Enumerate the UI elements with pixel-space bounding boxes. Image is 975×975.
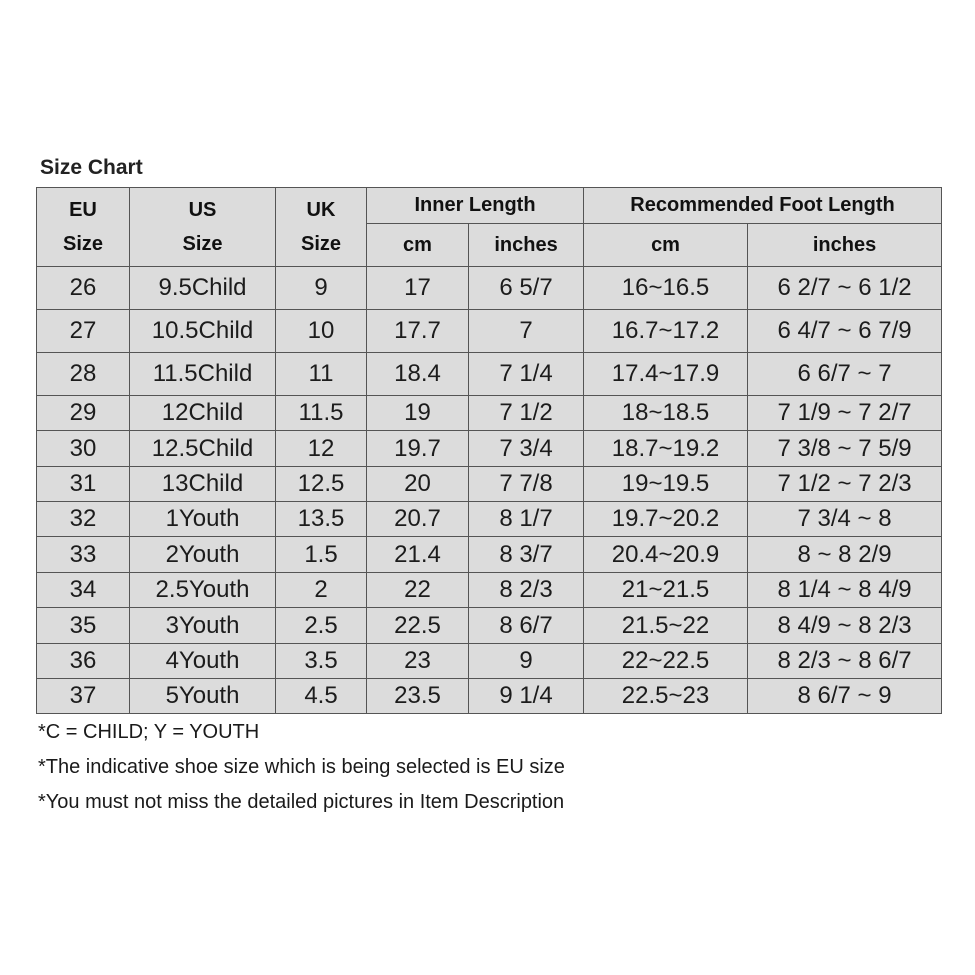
table-row xyxy=(37,608,942,644)
eu-size-cell: 37 xyxy=(37,679,130,714)
header-uk-line2: Size xyxy=(300,233,342,255)
inner-inches-cell: 9 xyxy=(469,644,584,679)
table-row xyxy=(37,679,942,714)
uk-size-cell: 12.5 xyxy=(276,467,367,502)
table-row xyxy=(37,502,942,537)
eu-size-cell: 28 xyxy=(37,353,130,396)
inner-inches-cell: 7 3/4 xyxy=(469,431,584,467)
foot-inches-cell: 7 1/9 ~ 7 2/7 xyxy=(748,396,942,431)
eu-size-cell: 31 xyxy=(37,467,130,502)
foot-cm-cell: 20.4~20.9 xyxy=(584,537,748,573)
foot-inches-cell: 7 1/2 ~ 7 2/3 xyxy=(748,467,942,502)
inner-cm-cell: 17 xyxy=(367,267,469,310)
eu-size-cell: 26 xyxy=(37,267,130,310)
table-row xyxy=(37,431,942,467)
uk-size-cell: 12 xyxy=(276,431,367,467)
uk-size-cell: 13.5 xyxy=(276,502,367,537)
foot-cm-cell: 22~22.5 xyxy=(584,644,748,679)
header-eu xyxy=(37,188,130,267)
header-row-1 xyxy=(37,188,942,224)
inner-cm-cell: 21.4 xyxy=(367,537,469,573)
eu-size-cell: 34 xyxy=(37,573,130,608)
header-eu-line2: Size xyxy=(62,233,104,255)
inner-cm-cell: 23.5 xyxy=(367,679,469,714)
inner-cm-cell: 19 xyxy=(367,396,469,431)
size-table xyxy=(36,187,942,714)
inner-cm-cell: 22 xyxy=(367,573,469,608)
foot-inches-cell: 8 4/9 ~ 8 2/3 xyxy=(748,608,942,644)
us-size-cell: 13Child xyxy=(130,467,276,502)
us-size-cell: 10.5Child xyxy=(130,310,276,353)
table-body xyxy=(37,267,942,714)
uk-size-cell: 11.5 xyxy=(276,396,367,431)
table-row xyxy=(37,467,942,502)
foot-inches-cell: 6 2/7 ~ 6 1/2 xyxy=(748,267,942,310)
uk-size-cell: 10 xyxy=(276,310,367,353)
inner-cm-cell: 22.5 xyxy=(367,608,469,644)
header-us xyxy=(130,188,276,267)
foot-cm-cell: 19.7~20.2 xyxy=(584,502,748,537)
inner-inches-cell: 8 3/7 xyxy=(469,537,584,573)
eu-size-cell: 35 xyxy=(37,608,130,644)
inner-inches-cell: 7 7/8 xyxy=(469,467,584,502)
header-us-line2: Size xyxy=(182,233,223,255)
eu-size-cell: 33 xyxy=(37,537,130,573)
header-eu-line1: EU xyxy=(69,199,97,221)
uk-size-cell: 9 xyxy=(276,267,367,310)
inner-inches-cell: 8 6/7 xyxy=(469,608,584,644)
uk-size-cell: 1.5 xyxy=(276,537,367,573)
us-size-cell: 4Youth xyxy=(130,644,276,679)
header-uk xyxy=(276,188,367,267)
inner-inches-cell: 9 1/4 xyxy=(469,679,584,714)
header-inner-cm: cm xyxy=(367,224,469,267)
foot-inches-cell: 7 3/4 ~ 8 xyxy=(748,502,942,537)
eu-size-cell: 27 xyxy=(37,310,130,353)
header-inner-inches: inches xyxy=(469,224,584,267)
header-uk-line1: UK xyxy=(306,199,336,221)
header-foot-cm: cm xyxy=(584,224,748,267)
header-inner-length: Inner Length xyxy=(367,188,584,224)
foot-inches-cell: 8 6/7 ~ 9 xyxy=(748,679,942,714)
note-eu-size: *The indicative shoe size which is being selected is EU size xyxy=(38,756,565,778)
inner-cm-cell: 23 xyxy=(367,644,469,679)
foot-cm-cell: 18~18.5 xyxy=(584,396,748,431)
inner-inches-cell: 7 1/4 xyxy=(469,353,584,396)
foot-inches-cell: 8 2/3 ~ 8 6/7 xyxy=(748,644,942,679)
foot-inches-cell: 7 3/8 ~ 7 5/9 xyxy=(748,431,942,467)
notes xyxy=(38,718,565,823)
inner-cm-cell: 19.7 xyxy=(367,431,469,467)
foot-cm-cell: 21~21.5 xyxy=(584,573,748,608)
inner-inches-cell: 8 1/7 xyxy=(469,502,584,537)
eu-size-cell: 29 xyxy=(37,396,130,431)
foot-inches-cell: 8 ~ 8 2/9 xyxy=(748,537,942,573)
note-abbreviations: *C = CHILD; Y = YOUTH xyxy=(38,721,260,743)
foot-cm-cell: 22.5~23 xyxy=(584,679,748,714)
uk-size-cell: 4.5 xyxy=(276,679,367,714)
header-foot-inches: inches xyxy=(748,224,942,267)
foot-cm-cell: 16.7~17.2 xyxy=(584,310,748,353)
uk-size-cell: 2.5 xyxy=(276,608,367,644)
inner-inches-cell: 6 5/7 xyxy=(469,267,584,310)
us-size-cell: 5Youth xyxy=(130,679,276,714)
foot-cm-cell: 18.7~19.2 xyxy=(584,431,748,467)
eu-size-cell: 32 xyxy=(37,502,130,537)
foot-cm-cell: 21.5~22 xyxy=(584,608,748,644)
us-size-cell: 12Child xyxy=(130,396,276,431)
inner-cm-cell: 17.7 xyxy=(367,310,469,353)
foot-inches-cell: 6 4/7 ~ 6 7/9 xyxy=(748,310,942,353)
table-row xyxy=(37,267,942,310)
us-size-cell: 2Youth xyxy=(130,537,276,573)
us-size-cell: 12.5Child xyxy=(130,431,276,467)
inner-cm-cell: 18.4 xyxy=(367,353,469,396)
table-row xyxy=(37,644,942,679)
foot-inches-cell: 8 1/4 ~ 8 4/9 xyxy=(748,573,942,608)
foot-cm-cell: 17.4~17.9 xyxy=(584,353,748,396)
inner-inches-cell: 7 1/2 xyxy=(469,396,584,431)
foot-cm-cell: 16~16.5 xyxy=(584,267,748,310)
us-size-cell: 9.5Child xyxy=(130,267,276,310)
inner-cm-cell: 20 xyxy=(367,467,469,502)
header-us-line1: US xyxy=(188,199,217,221)
us-size-cell: 3Youth xyxy=(130,608,276,644)
header-recommended-foot-length: Recommended Foot Length xyxy=(584,188,942,224)
chart-title: Size Chart xyxy=(40,156,143,179)
uk-size-cell: 11 xyxy=(276,353,367,396)
us-size-cell: 11.5Child xyxy=(130,353,276,396)
uk-size-cell: 2 xyxy=(276,573,367,608)
us-size-cell: 1Youth xyxy=(130,502,276,537)
foot-cm-cell: 19~19.5 xyxy=(584,467,748,502)
inner-inches-cell: 7 xyxy=(469,310,584,353)
eu-size-cell: 36 xyxy=(37,644,130,679)
note-item-description: *You must not miss the detailed pictures in Item Description xyxy=(38,791,565,813)
table-row xyxy=(37,573,942,608)
inner-inches-cell: 8 2/3 xyxy=(469,573,584,608)
uk-size-cell: 3.5 xyxy=(276,644,367,679)
foot-inches-cell: 6 6/7 ~ 7 xyxy=(748,353,942,396)
eu-size-cell: 30 xyxy=(37,431,130,467)
table-row xyxy=(37,396,942,431)
table-row xyxy=(37,310,942,353)
table-row xyxy=(37,353,942,396)
us-size-cell: 2.5Youth xyxy=(130,573,276,608)
table-row xyxy=(37,537,942,573)
inner-cm-cell: 20.7 xyxy=(367,502,469,537)
